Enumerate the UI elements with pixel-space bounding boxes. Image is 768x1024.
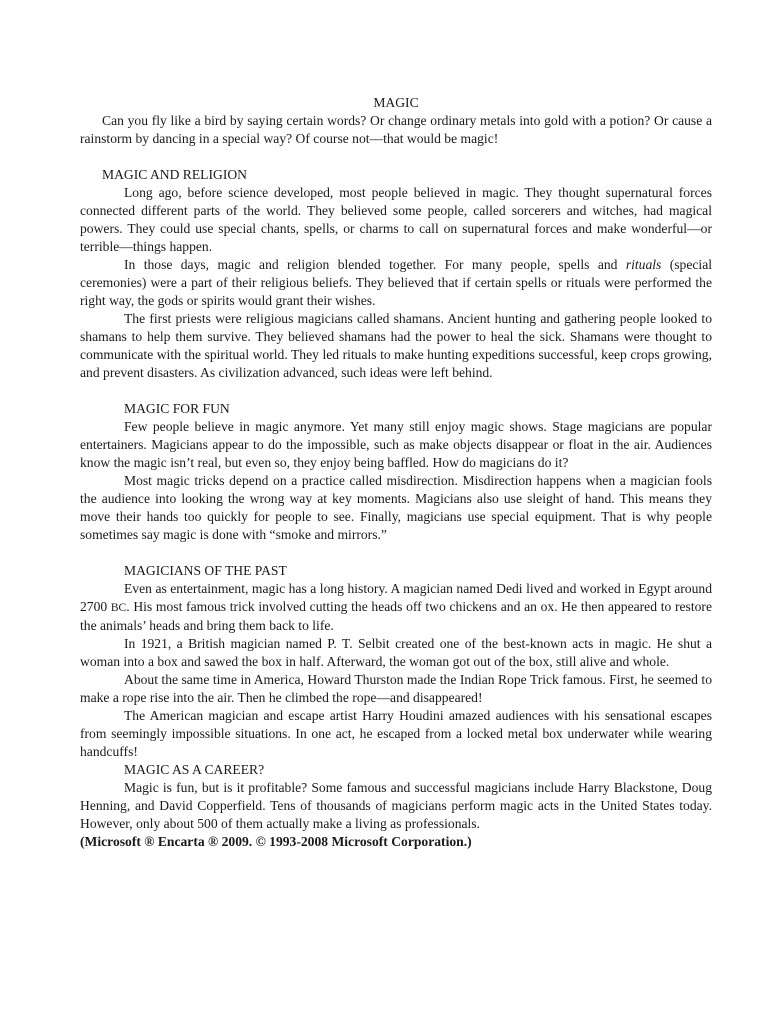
paragraph: Few people believe in magic anymore. Yet many still enjoy magic shows. Stage magicians are popular entertainers. Magicians appear to do the impossible, such as make objects disappear or float in the air. Audiences know the magic isn’t real, but even so, they enjoy being baffled. How do magicians do it? bbox=[80, 419, 712, 470]
citation: (Microsoft ® Encarta ® 2009. © 1993-2008 Microsoft Corporation.) bbox=[80, 834, 472, 849]
paragraph: Even as entertainment, magic has a long history. A magician named Dedi lived and worked in Egypt around 2700 BC. His most famous trick involved cutting the heads off two chickens and an ox. He then appeared to restore the animals’ heads and bring them back to life. bbox=[80, 581, 712, 633]
paragraph: The first priests were religious magicians called shamans. Ancient hunting and gathering people looked to shamans to help them survive. They believed shamans had the power to heal the sick. Shamans were thought to communicate with the spiritual world. They led rituals to make hunting expeditions successful, keep crops growing, and prevent disasters. As civilization advanced, such ideas were left behind. bbox=[80, 311, 712, 380]
article-body bbox=[80, 94, 712, 851]
section-heading-magicians-of-the-past: MAGICIANS OF THE PAST bbox=[124, 563, 287, 578]
paragraph: In 1921, a British magician named P. T. Selbit created one of the best-known acts in magic. He shut a woman into a box and sawed the box in half. Afterward, the woman got out of the box, still alive and whole. bbox=[80, 636, 712, 669]
paragraph: About the same time in America, Howard Thurston made the Indian Rope Trick famous. First, he seemed to make a rope rise into the air. Then he climbed the rope—and disappeared! bbox=[80, 672, 712, 705]
intro-paragraph: Can you fly like a bird by saying certain words? Or change ordinary metals into gold with a potion? Or cause a rainstorm by dancing in a special way? Of course not—that would be magic! bbox=[80, 113, 712, 146]
paragraph: Most magic tricks depend on a practice called misdirection. Misdirection happens when a magician fools the audience into looking the wrong way at key moments. Magicians also use sleight of hand. This means they move their hands too quickly for people to see. Finally, magicians use special equipment. That is why people sometimes say magic is done with “smoke and mirrors.” bbox=[80, 473, 712, 542]
paragraph: Long ago, before science developed, most people believed in magic. They thought supernatural forces connected different parts of the world. They believed some people, called sorcerers and witches, had magical powers. They could use special chants, spells, or charms to call on supernatural forces and make wonderful—or terrible—things happen. bbox=[80, 185, 712, 254]
section-heading-magic-as-a-career: MAGIC AS A CAREER? bbox=[124, 762, 265, 777]
section-heading-magic-and-religion: MAGIC AND RELIGION bbox=[102, 167, 247, 182]
paragraph: In those days, magic and religion blended together. For many people, spells and rituals (special ceremonies) were a part of their religious beliefs. They believed that if certain spells or rituals were performed the right way, the gods or spirits would grant their wishes. bbox=[80, 257, 713, 308]
paragraph: Magic is fun, but is it profitable? Some famous and successful magicians include Harry Blackstone, Doug Henning, and David Copperfield. Tens of thousands of magicians perform magic acts in the United States today. However, only about 500 of them actually make a living as professionals. bbox=[80, 780, 712, 831]
paragraph: The American magician and escape artist Harry Houdini amazed audiences with his sensational escapes from seemingly impossible situations. In one act, he escaped from a locked metal box underwater while wearing handcuffs! bbox=[80, 708, 712, 759]
page-title: MAGIC bbox=[373, 95, 419, 110]
section-heading-magic-for-fun: MAGIC FOR FUN bbox=[124, 401, 230, 416]
